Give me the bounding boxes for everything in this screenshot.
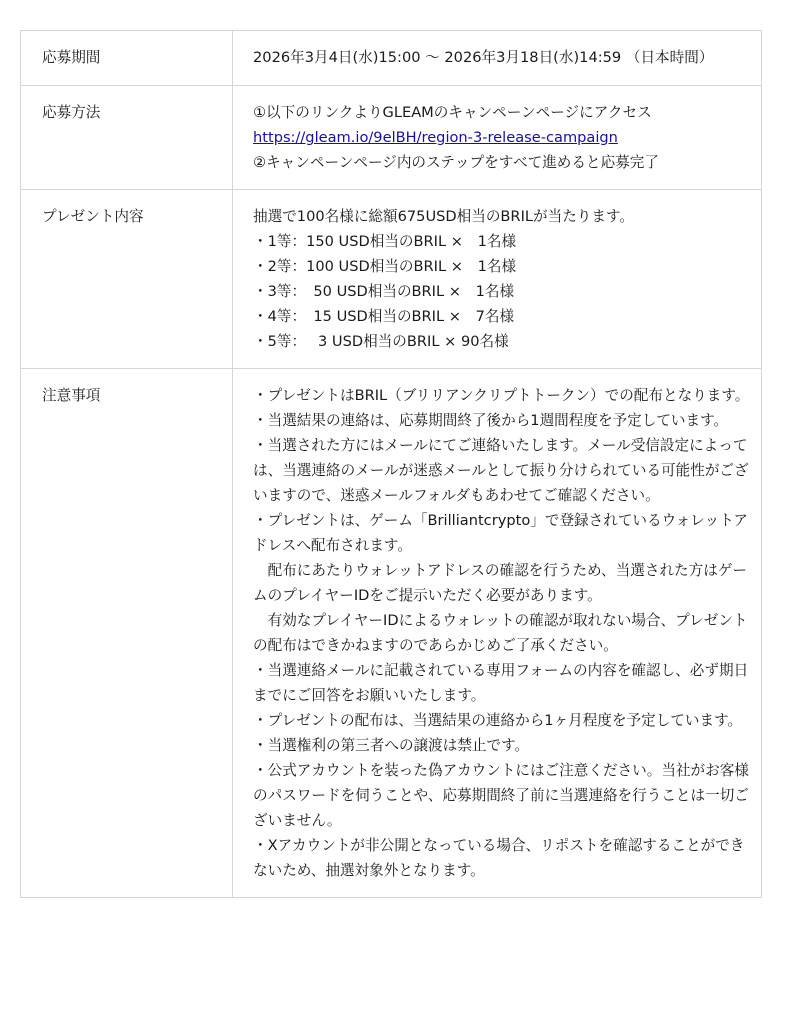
note-item: ・公式アカウントを装った偽アカウントにはご注意ください。当社がお客様のパスワードを伺うことや、応募期間終了前に当選連絡を行うことは一切ございません。 xyxy=(253,762,749,829)
row-notes xyxy=(21,369,762,898)
row-label-prizes: プレゼント内容 xyxy=(21,190,233,369)
note-item: ・当選結果の連絡は、応募期間終了後から1週間程度を予定しています。 xyxy=(253,412,729,429)
period-text: 2026年3月4日(水)15:00 〜 2026年3月18日(水)14:59 （日本時間） xyxy=(253,49,714,66)
row-label-method: 応募方法 xyxy=(21,86,233,190)
row-value-period xyxy=(233,31,762,86)
prize-item: ・1等：150 USD相当のBRIL × 1名様 xyxy=(253,233,517,250)
row-period xyxy=(21,31,762,86)
row-value-method xyxy=(233,86,762,190)
prize-item: ・4等： 15 USD相当のBRIL × 7名様 xyxy=(253,308,515,325)
note-item: ・当選された方にはメールにてご連絡いたします。メール受信設定によっては、当選連絡のメールが迷惑メールとして振り分けられている可能性がございますので、迷惑メールフォルダもあわせてご確認ください。 xyxy=(253,437,749,504)
note-item: ・当選連絡メールに記載されている専用フォームの内容を確認し、必ず期日までにご回答をお願いいたします。 xyxy=(253,662,749,704)
campaign-link[interactable]: https://gleam.io/9elBH/region-3-release-campaign xyxy=(253,129,618,146)
row-method xyxy=(21,86,762,190)
note-item: ・プレゼントの配布は、当選結果の連絡から1ヶ月程度を予定しています。 xyxy=(253,712,743,729)
prize-item: ・5等： 3 USD相当のBRIL × 90名様 xyxy=(253,333,509,350)
prize-item: ・2等：100 USD相当のBRIL × 1名様 xyxy=(253,258,517,275)
method-step-2: ②キャンペーンページ内のステップをすべて進めると応募完了 xyxy=(253,154,659,171)
note-item: 配布にあたりウォレットアドレスの確認を行うため、当選された方はゲームのプレイヤーIDをご提示いただく必要があります。 xyxy=(253,562,748,604)
campaign-info-table xyxy=(20,30,762,898)
prize-intro: 抽選で100名様に総額675USD相当のBRILが当たります。 xyxy=(253,208,635,225)
prize-item: ・3等： 50 USD相当のBRIL × 1名様 xyxy=(253,283,515,300)
note-item: 有効なプレイヤーIDによるウォレットの確認が取れない場合、プレゼントの配布はできかねますのであらかじめご了承ください。 xyxy=(253,612,748,654)
row-value-notes xyxy=(233,369,762,898)
method-step-1: ①以下のリンクよりGLEAMのキャンペーンページにアクセス xyxy=(253,104,652,121)
note-item: ・Xアカウントが非公開となっている場合、リポストを確認することができないため、抽選対象外となります。 xyxy=(253,837,745,879)
row-prizes xyxy=(21,190,762,369)
row-label-notes: 注意事項 xyxy=(21,369,233,898)
row-label-period: 応募期間 xyxy=(21,31,233,86)
note-item: ・プレゼントは、ゲーム「Brilliantcrypto」で登録されているウォレットアドレスへ配布されます。 xyxy=(253,512,749,554)
row-value-prizes xyxy=(233,190,762,369)
note-item: ・プレゼントはBRIL（ブリリアンクリプトトークン）での配布となります。 xyxy=(253,387,750,404)
note-item: ・当選権利の第三者への譲渡は禁止です。 xyxy=(253,737,530,754)
